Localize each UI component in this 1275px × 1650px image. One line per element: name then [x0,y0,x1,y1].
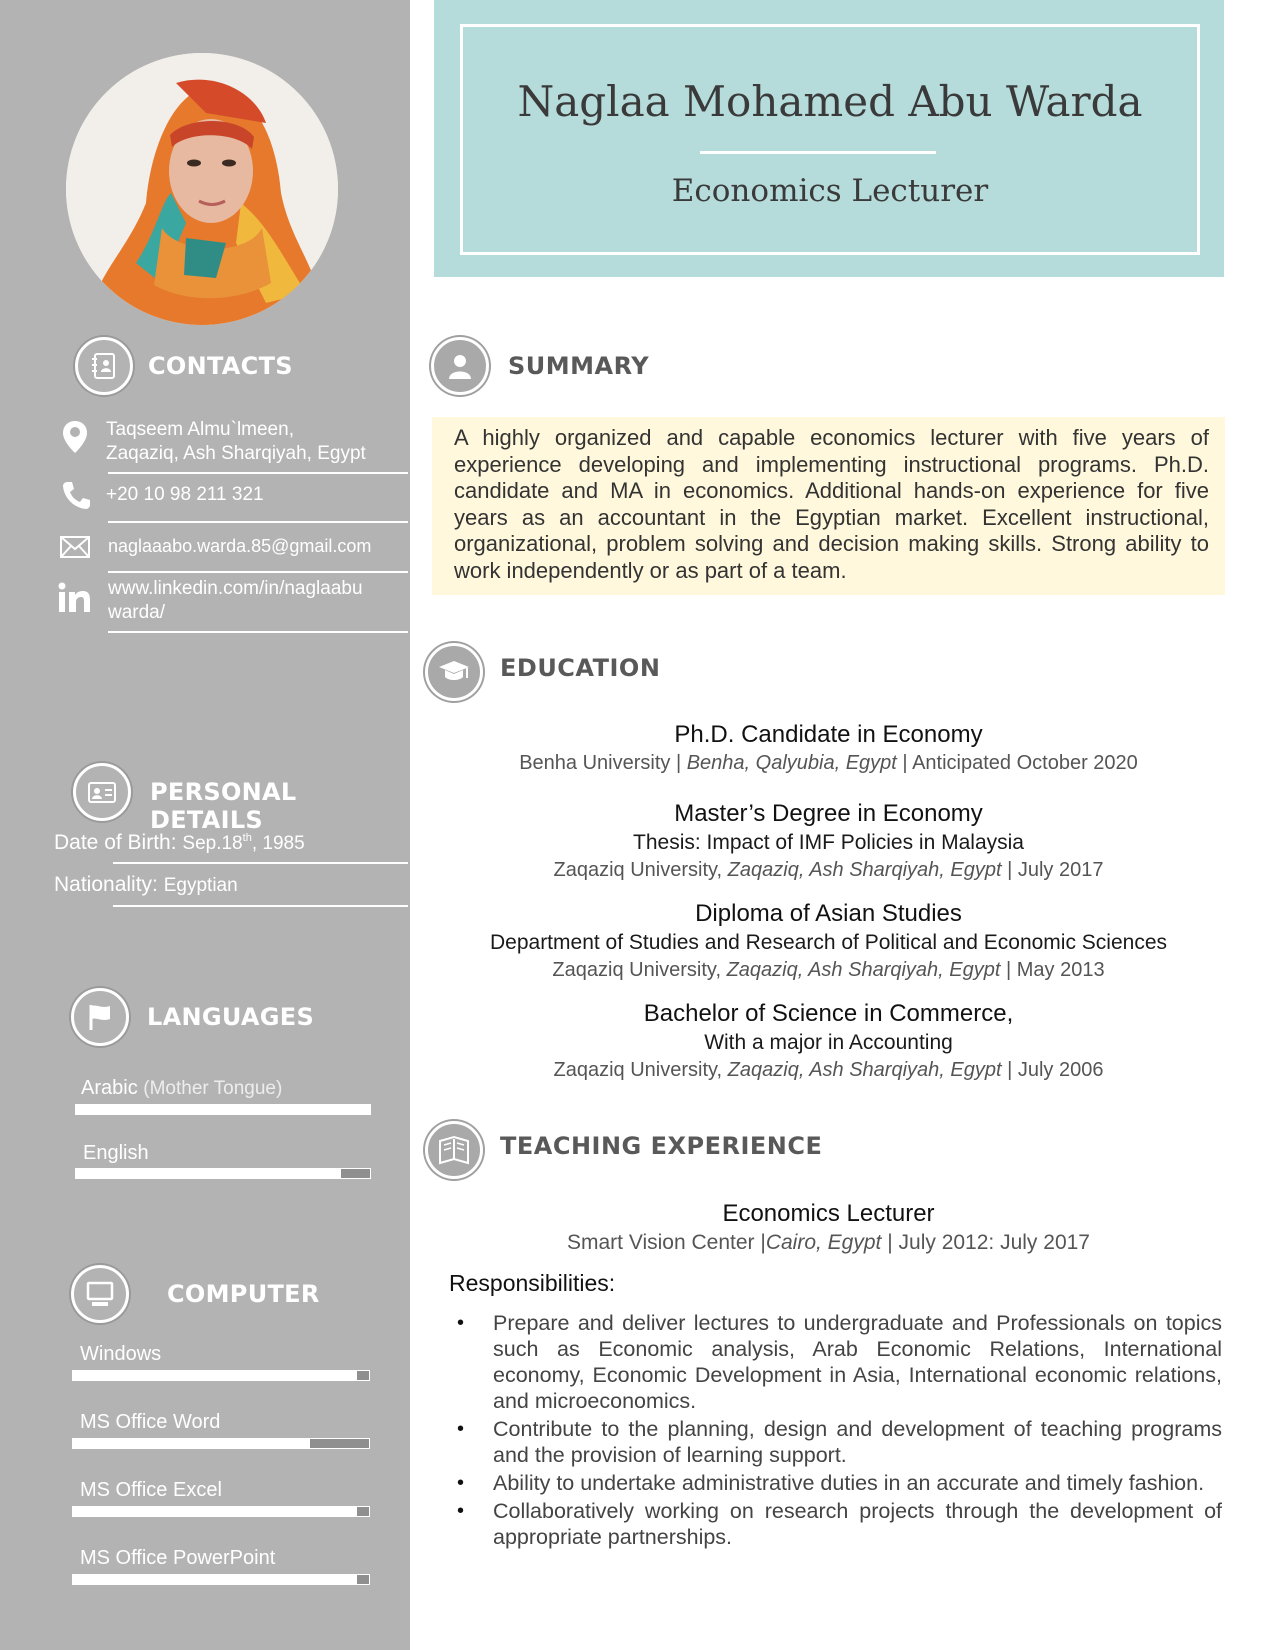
dob-value-suffix: th [242,832,252,844]
dob-value-day: Sep.18 [182,833,243,854]
institution: Benha University [519,752,671,774]
computer-skill-bar [72,1574,370,1585]
language-level-fill [76,1105,370,1114]
contacts-heading: CONTACTS [148,352,293,380]
summary-heading: SUMMARY [508,352,650,380]
language-label-arabic [81,1077,282,1100]
graduation-cap-icon [425,643,483,701]
degree-title: Ph.D. Candidate in Economy [674,721,983,748]
name-divider [700,151,936,154]
education-entry [432,799,1225,884]
flag-icon [71,988,129,1046]
role-title: Economics Lecturer [722,1200,935,1227]
summary-text: A highly organized and capable economics lecturer with five years of experience developing and implementing instructional programs. Ph.D. candidate and MA in economics. Additional hands-on experience for five years as an accountant in the Egyptian market. Excellent instructional, organizational, problem solving and decision making skills. Strong ability to work independently or as part of a team. [454,425,1209,583]
user-icon [431,337,489,395]
degree-details: Zaqaziq University, Zaqaziq, Ash Sharqiyah, Egypt | July 2017 [553,859,1104,881]
degree-subtitle: Thesis: Impact of IMF Policies in Malaysia [633,831,1024,854]
computer-skill-fill [73,1575,357,1584]
education-heading: EDUCATION [500,654,661,682]
nationality-label: Nationality: [54,873,158,896]
role-details: Smart Vision Center |Cairo, Egypt | July 2012: July 2017 [567,1231,1090,1254]
responsibilities-heading: Responsibilities: [449,1270,616,1296]
contact-divider [108,521,408,523]
languages-heading: LANGUAGES [147,1003,315,1031]
profile-photo [66,53,338,325]
person-name: Naglaa Mohamed Abu Warda [517,77,1143,126]
teaching-experience-heading: TEACHING EXPERIENCE [500,1132,823,1160]
dob-row [54,831,305,855]
address-line-2: Zaqaziq, Ash Sharqiyah, Egypt [106,443,366,464]
summary-box [432,417,1225,595]
location: Cairo, Egypt [765,1231,882,1254]
location: Zaqaziq, Ash Sharqiyah, Egypt [727,1059,1002,1081]
language-note: (Mother Tongue) [143,1078,283,1099]
personal-divider [113,905,408,907]
institution: Zaqaziq University, [553,1059,723,1081]
contacts-icon [75,337,133,395]
degree-title: Diploma of Asian Studies [695,900,962,927]
contact-divider [108,631,408,633]
computer-skill-bar [72,1506,370,1517]
institution: Zaqaziq University, [552,959,721,981]
computer-skill-bar [72,1438,370,1449]
envelope-icon [60,536,90,563]
degree-title: Master’s Degree in Economy [674,800,983,827]
degree-subtitle: With a major in Accounting [704,1031,953,1054]
date: July 2006 [1017,1059,1104,1081]
list-item: • Collaboratively working on research projects through the development of appropriate partnerships. [493,1498,1222,1550]
computer-skill-fill [73,1371,357,1380]
education-entry [432,899,1225,984]
list-item: • Prepare and deliver lectures to undergraduate and Professionals on topics such as Economic analysis, Arab Economic Relations, International economy, Economic Development in Asia, International economic relations, and microeconomics. [493,1310,1222,1414]
contact-address [106,418,366,466]
linkedin-line-1: www.linkedin.com/in/naglaabu [108,578,363,599]
institution: Zaqaziq University, [553,859,723,881]
dob-value-year: , 1985 [251,833,305,854]
language-level-bar [75,1168,371,1179]
contact-divider [108,571,408,573]
linkedin-icon [58,582,92,619]
education-entry [432,720,1225,777]
date: July 2017 [1017,859,1104,881]
list-item: • Contribute to the planning, design and development of teaching programs and the provision of learning support. [493,1416,1222,1468]
date: May 2013 [1016,959,1105,981]
linkedin-line-2: warda/ [108,602,166,623]
computer-skill-fill [73,1439,310,1448]
personal-divider [113,862,408,864]
employer: Smart Vision Center [567,1231,755,1254]
degree-details: Zaqaziq University, Zaqaziq, Ash Sharqiyah, Egypt | July 2006 [553,1059,1104,1081]
monitor-icon [71,1265,129,1323]
computer-skill-label: MS Office Word [80,1411,221,1433]
location: Benha, Qalyubia, Egypt [686,752,897,774]
computer-skill-label: Windows [80,1343,162,1365]
sidebar [0,0,410,1650]
job-title: Economics Lecturer [671,173,989,209]
language-level-bar [75,1104,371,1115]
computer-skill-label: MS Office PowerPoint [80,1547,276,1569]
degree-subtitle: Department of Studies and Research of Political and Economic Sciences [489,931,1168,954]
location: Zaqaziq, Ash Sharqiyah, Egypt [727,859,1002,881]
dob-label: Date of Birth: [54,831,177,854]
nationality-value: Egyptian [163,875,238,896]
address-line-1: Taqseem Almu`lmeen, [106,419,294,440]
computer-skill-bar [72,1370,370,1381]
date: Anticipated October 2020 [912,752,1138,774]
location-pin-icon [62,420,88,459]
contact-email[interactable]: naglaaabo.warda.85@gmail.com [108,536,372,556]
name-header [434,0,1224,277]
education-entry [432,999,1225,1084]
responsibilities-list [449,1310,1222,1552]
degree-title: Bachelor of Science in Commerce, [643,1000,1014,1027]
book-icon [425,1121,483,1179]
date: July 2012: July 2017 [898,1231,1090,1254]
contact-phone: +20 10 98 211 321 [106,484,264,505]
contact-divider [108,472,408,474]
header-frame [460,24,1200,255]
degree-details: Zaqaziq University, Zaqaziq, Ash Sharqiyah, Egypt | May 2013 [552,959,1105,981]
id-card-icon [73,763,131,821]
personal-details-heading: PERSONAL DETAILS [150,778,297,834]
teaching-entry [432,1199,1225,1256]
language-label-english: English [83,1142,149,1164]
computer-skill-label: MS Office Excel [80,1479,222,1501]
phone-icon [60,480,92,515]
location: Zaqaziq, Ash Sharqiyah, Egypt [726,959,1001,981]
language-level-fill [76,1169,341,1178]
language-name: Arabic [81,1077,138,1099]
computer-skill-fill [73,1507,357,1516]
degree-details: Benha University | Benha, Qalyubia, Egypt | Anticipated October 2020 [519,752,1138,774]
nationality-row [54,873,238,897]
computer-heading: COMPUTER [167,1280,320,1308]
list-item: • Ability to undertake administrative duties in an accurate and timely fashion. [493,1470,1222,1496]
contact-linkedin[interactable] [108,577,363,625]
